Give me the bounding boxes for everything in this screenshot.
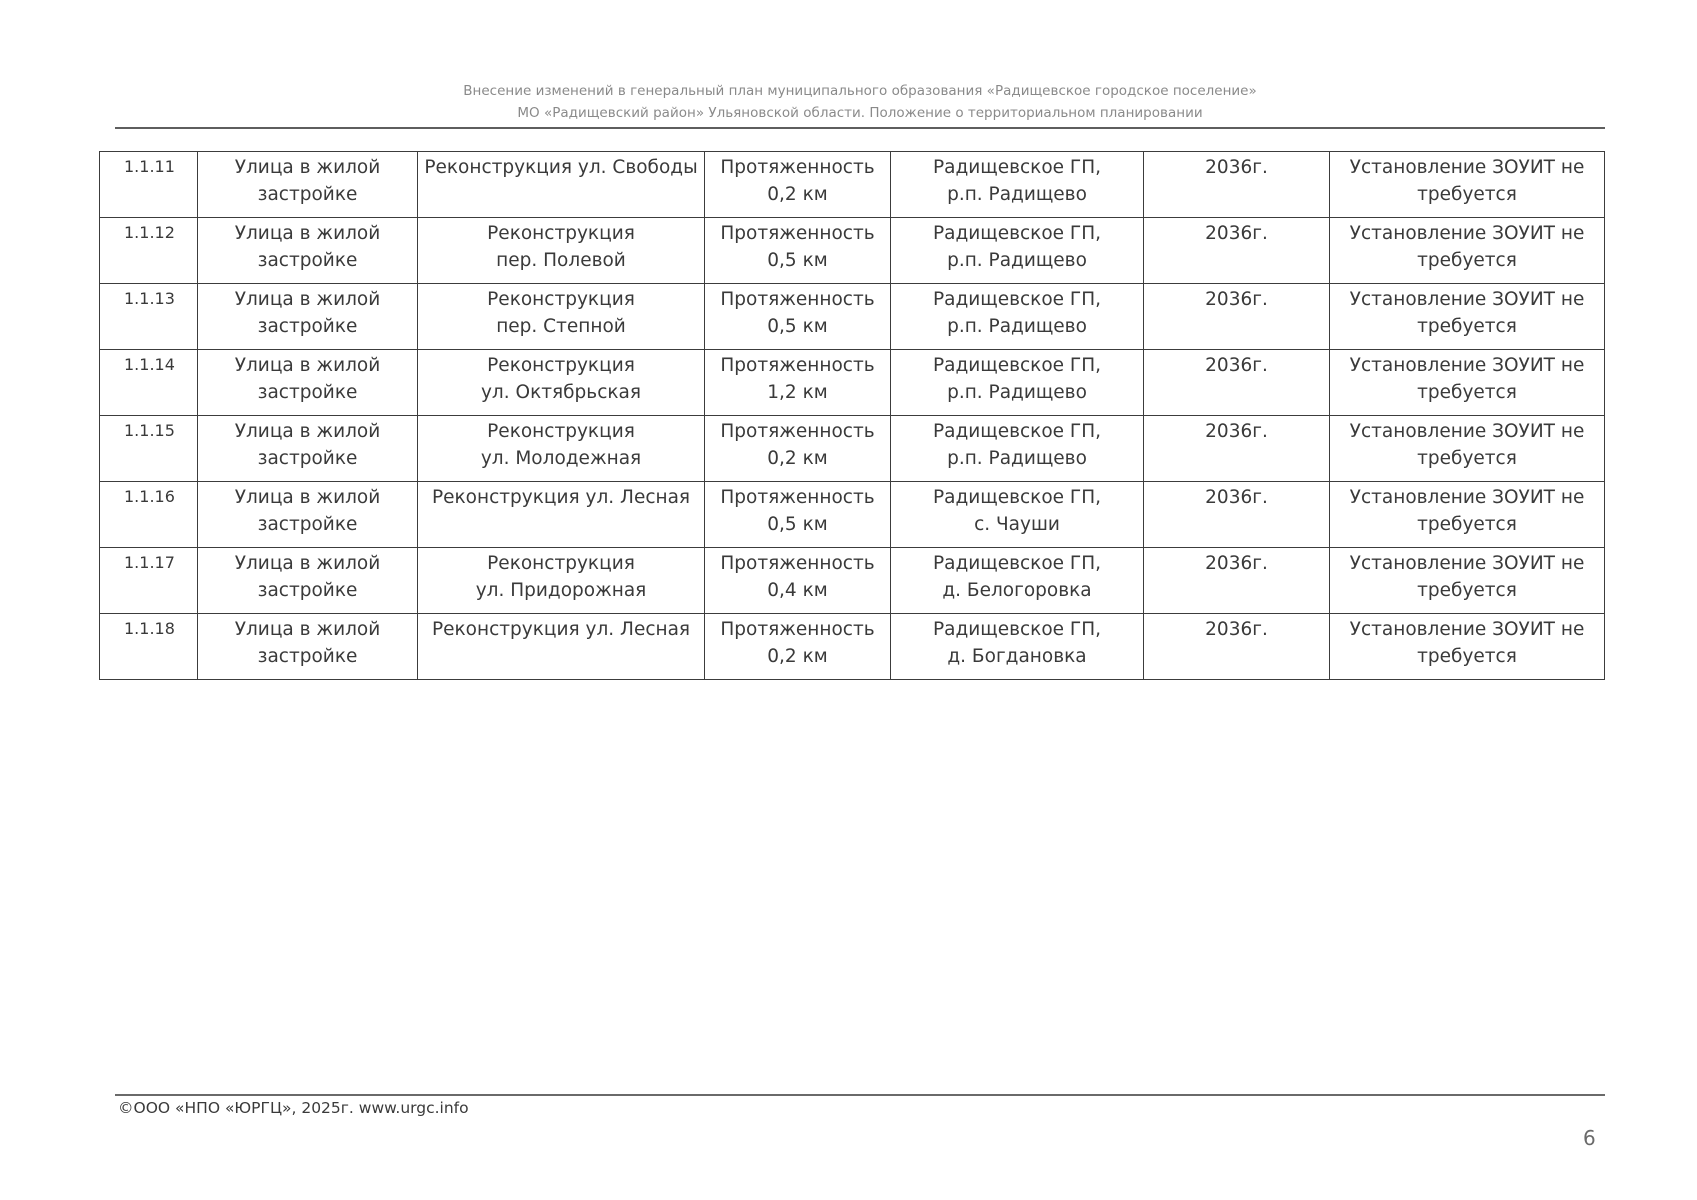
cell-number: 1.1.16	[100, 482, 198, 548]
cell-location	[891, 614, 1144, 680]
cell-length-line: 0,2 км	[767, 646, 828, 667]
cell-object-type-line: Улица в жилой	[234, 421, 381, 442]
cell-length	[705, 350, 891, 416]
cell-zone-status-line: Установление ЗОУИТ не	[1349, 157, 1585, 178]
cell-action	[418, 284, 705, 350]
cell-zone-status-line: требуется	[1417, 316, 1517, 337]
cell-action-line: Реконструкция	[487, 223, 635, 244]
cell-number: 1.1.18	[100, 614, 198, 680]
cell-location-line: с. Чауши	[974, 514, 1060, 535]
cell-location-line: Радищевское ГП,	[932, 157, 1102, 178]
cell-action-line: Реконструкция	[487, 355, 635, 376]
cell-object-type-line: застройке	[257, 448, 358, 469]
cell-number: 1.1.14	[100, 350, 198, 416]
cell-action-line: ул. Придорожная	[475, 580, 647, 601]
cell-year: 2036г.	[1144, 284, 1330, 350]
cell-object-type-line: застройке	[257, 382, 358, 403]
cell-length-line: Протяженность	[720, 223, 875, 244]
cell-location	[891, 416, 1144, 482]
cell-number: 1.1.15	[100, 416, 198, 482]
header-divider	[115, 127, 1605, 129]
planning-table	[99, 151, 1605, 680]
cell-year: 2036г.	[1144, 548, 1330, 614]
cell-zone-status	[1330, 416, 1605, 482]
cell-location	[891, 548, 1144, 614]
cell-zone-status-line: Установление ЗОУИТ не	[1349, 289, 1585, 310]
cell-location-line: р.п. Радищево	[947, 184, 1087, 205]
cell-object-type-line: Улица в жилой	[234, 487, 381, 508]
cell-action-line: Реконструкция ул. Лесная	[431, 487, 691, 508]
cell-zone-status-line: Установление ЗОУИТ не	[1349, 355, 1585, 376]
cell-zone-status-line: требуется	[1417, 646, 1517, 667]
cell-length	[705, 152, 891, 218]
cell-location-line: Радищевское ГП,	[932, 619, 1102, 640]
cell-zone-status	[1330, 218, 1605, 284]
cell-zone-status-line: Установление ЗОУИТ не	[1349, 487, 1585, 508]
cell-object-type	[198, 614, 418, 680]
cell-action	[418, 350, 705, 416]
cell-number: 1.1.13	[100, 284, 198, 350]
cell-action-line: Реконструкция	[487, 421, 635, 442]
cell-action	[418, 152, 705, 218]
cell-location	[891, 284, 1144, 350]
cell-length	[705, 482, 891, 548]
cell-length-line: 0,5 км	[767, 316, 828, 337]
cell-length-line: Протяженность	[720, 619, 875, 640]
cell-zone-status	[1330, 284, 1605, 350]
table-row	[100, 152, 1605, 218]
cell-year: 2036г.	[1144, 218, 1330, 284]
table-row	[100, 614, 1605, 680]
cell-location-line: Радищевское ГП,	[932, 487, 1102, 508]
cell-action-line: Реконструкция ул. Лесная	[431, 619, 691, 640]
cell-zone-status	[1330, 350, 1605, 416]
cell-action-line: пер. Полевой	[496, 250, 626, 271]
footer-copyright: ©ООО «НПО «ЮРГЦ», 2025г. www.urgc.info	[118, 1099, 469, 1117]
cell-object-type-line: Улица в жилой	[234, 619, 381, 640]
cell-object-type	[198, 350, 418, 416]
header-title-line-1: Внесение изменений в генеральный план муниципального образования «Радищевское городское поселение»	[463, 83, 1257, 99]
cell-length-line: 1,2 км	[767, 382, 828, 403]
cell-zone-status-line: требуется	[1417, 382, 1517, 403]
cell-zone-status-line: Установление ЗОУИТ не	[1349, 223, 1585, 244]
cell-zone-status-line: Установление ЗОУИТ не	[1349, 421, 1585, 442]
cell-length-line: Протяженность	[720, 289, 875, 310]
cell-action-line: ул. Октябрьская	[480, 382, 642, 403]
cell-object-type-line: застройке	[257, 316, 358, 337]
cell-zone-status-line: требуется	[1417, 184, 1517, 205]
cell-action-line: Реконструкция	[487, 289, 635, 310]
cell-year: 2036г.	[1144, 614, 1330, 680]
cell-object-type-line: застройке	[257, 580, 358, 601]
cell-location-line: д. Белогоровка	[942, 580, 1092, 601]
cell-object-type-line: застройке	[257, 514, 358, 535]
table-body	[100, 152, 1605, 680]
cell-action-line: пер. Степной	[496, 316, 626, 337]
cell-location	[891, 152, 1144, 218]
cell-length-line: 0,5 км	[767, 514, 828, 535]
cell-location	[891, 218, 1144, 284]
cell-object-type	[198, 482, 418, 548]
cell-zone-status-line: Установление ЗОУИТ не	[1349, 553, 1585, 574]
cell-zone-status	[1330, 152, 1605, 218]
cell-zone-status-line: Установление ЗОУИТ не	[1349, 619, 1585, 640]
cell-action	[418, 548, 705, 614]
cell-length-line: 0,2 км	[767, 184, 828, 205]
cell-action	[418, 482, 705, 548]
cell-action-line: Реконструкция ул. Свободы	[424, 157, 698, 178]
cell-location	[891, 482, 1144, 548]
cell-object-type	[198, 416, 418, 482]
cell-location-line: р.п. Радищево	[947, 250, 1087, 271]
cell-action	[418, 218, 705, 284]
cell-object-type	[198, 152, 418, 218]
cell-location-line: Радищевское ГП,	[932, 289, 1102, 310]
cell-location-line: р.п. Радищево	[947, 316, 1087, 337]
cell-object-type-line: застройке	[257, 250, 358, 271]
cell-location-line: Радищевское ГП,	[932, 355, 1102, 376]
cell-location-line: д. Богдановка	[947, 646, 1087, 667]
cell-zone-status	[1330, 548, 1605, 614]
cell-zone-status-line: требуется	[1417, 514, 1517, 535]
cell-length	[705, 416, 891, 482]
cell-object-type-line: Улица в жилой	[234, 553, 381, 574]
cell-location-line: Радищевское ГП,	[932, 421, 1102, 442]
cell-location-line: Радищевское ГП,	[932, 223, 1102, 244]
cell-length-line: 0,2 км	[767, 448, 828, 469]
footer-divider	[115, 1094, 1605, 1096]
cell-action	[418, 416, 705, 482]
cell-zone-status-line: требуется	[1417, 250, 1517, 271]
cell-object-type	[198, 548, 418, 614]
cell-zone-status-line: требуется	[1417, 448, 1517, 469]
cell-length-line: Протяженность	[720, 421, 875, 442]
cell-object-type	[198, 218, 418, 284]
cell-action	[418, 614, 705, 680]
cell-length-line: 0,4 км	[767, 580, 828, 601]
table-row	[100, 350, 1605, 416]
cell-location-line: р.п. Радищево	[947, 448, 1087, 469]
document-header	[115, 80, 1605, 124]
cell-number: 1.1.11	[100, 152, 198, 218]
cell-object-type-line: Улица в жилой	[234, 157, 381, 178]
cell-length-line: 0,5 км	[767, 250, 828, 271]
cell-length-line: Протяженность	[720, 157, 875, 178]
cell-length-line: Протяженность	[720, 553, 875, 574]
cell-length-line: Протяженность	[720, 487, 875, 508]
cell-location-line: р.п. Радищево	[947, 382, 1087, 403]
cell-object-type-line: застройке	[257, 184, 358, 205]
cell-object-type-line: Улица в жилой	[234, 223, 381, 244]
cell-year: 2036г.	[1144, 416, 1330, 482]
cell-year: 2036г.	[1144, 152, 1330, 218]
cell-length	[705, 548, 891, 614]
cell-object-type-line: Улица в жилой	[234, 289, 381, 310]
table-row	[100, 482, 1605, 548]
cell-object-type-line: Улица в жилой	[234, 355, 381, 376]
cell-object-type	[198, 284, 418, 350]
cell-length	[705, 614, 891, 680]
cell-location-line: Радищевское ГП,	[932, 553, 1102, 574]
page-number: 6	[1583, 1126, 1596, 1150]
cell-zone-status-line: требуется	[1417, 580, 1517, 601]
table-row	[100, 218, 1605, 284]
cell-number: 1.1.12	[100, 218, 198, 284]
table-row	[100, 416, 1605, 482]
cell-length-line: Протяженность	[720, 355, 875, 376]
cell-length	[705, 284, 891, 350]
cell-number: 1.1.17	[100, 548, 198, 614]
cell-length	[705, 218, 891, 284]
cell-year: 2036г.	[1144, 482, 1330, 548]
cell-year: 2036г.	[1144, 350, 1330, 416]
cell-action-line: ул. Молодежная	[480, 448, 642, 469]
cell-action-line: Реконструкция	[487, 553, 635, 574]
header-title-line-2: МО «Радищевский район» Ульяновской области. Положение о территориальном планировании	[517, 105, 1203, 121]
cell-location	[891, 350, 1144, 416]
table-row	[100, 548, 1605, 614]
cell-zone-status	[1330, 614, 1605, 680]
table-row	[100, 284, 1605, 350]
cell-zone-status	[1330, 482, 1605, 548]
cell-object-type-line: застройке	[257, 646, 358, 667]
